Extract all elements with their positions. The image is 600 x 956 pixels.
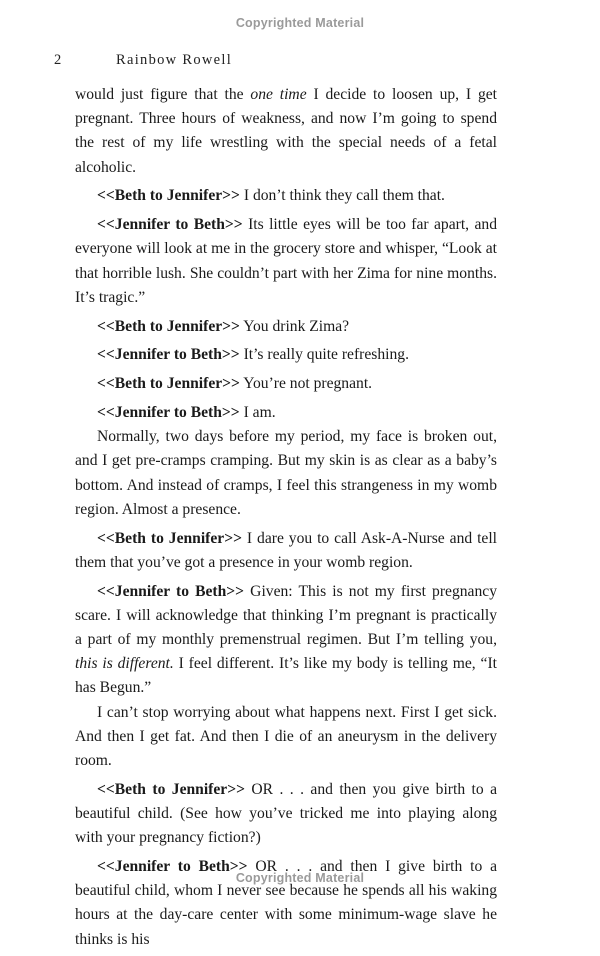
text-run: I decide to loosen up, I get pregnant. Three hours of weakness, and now I’m going to spend the rest of my life wrestling with the special needs of a fetal alcoholic. [75, 86, 497, 176]
paragraph-5 [75, 343, 497, 367]
paragraph-10 [75, 580, 497, 701]
emphasis: this is different. [75, 655, 174, 673]
text-run: OR . . . and then I give birth to a beautiful child, whom I never see because he spends all his waking hours at the day-care center with some minimum-wage slave he thinks is his [75, 858, 497, 948]
paragraph-3 [75, 213, 497, 310]
text-run: OR . . . and then you give birth to a beautiful child. (See how you’ve tricked me into playing along with your pregnancy fiction?) [75, 780, 497, 847]
copyright-watermark-bottom: Copyrighted Material [235, 871, 365, 885]
paragraph-11 [75, 701, 497, 774]
text-run: I am. [239, 404, 276, 421]
paragraph-7 [75, 401, 497, 425]
speaker-tag: <<Beth to Jennifer>> [97, 187, 240, 205]
copyright-watermark-top: Copyrighted Material [235, 16, 365, 30]
paragraph-12 [75, 778, 497, 851]
text-run: Normally, two days before my period, my face is broken out, and I get pre-cramps cramping. But my skin is as clear as a baby’s bottom. And instead of cramps, I feel this strangeness in my womb region. Almost a presence. [75, 428, 497, 518]
text-run: It’s really quite refreshing. [239, 346, 409, 364]
paragraph-8 [75, 425, 497, 522]
speaker-tag: <<Jennifer to Beth>> [97, 346, 240, 364]
paragraph-9 [75, 527, 497, 575]
author-name: Rainbow Rowell [116, 52, 233, 68]
text-run: Given: This is not my first pregnancy scare. I will acknowledge that thinking I’m pregnant is practically a part of my monthly premenstrual regimen. But I’m telling you, [75, 582, 497, 649]
paragraph-6 [75, 372, 497, 396]
speaker-tag: <<Beth to Jennifer>> [97, 529, 242, 547]
text-run: Its little eyes will be too far apart, and everyone will look at me in the grocery store and whisper, “Look at that horrible lush. She couldn’t part with her Zima for nine months. It’s tragic.” [75, 216, 497, 306]
text-run: You’re not pregnant. [239, 375, 373, 393]
speaker-tag: <<Jennifer to Beth>> [97, 858, 248, 876]
speaker-tag: <<Beth to Jennifer>> [97, 375, 240, 393]
text-run: I feel different. It’s like my body is telling me, “It has Begun.” [75, 655, 497, 697]
text-run: would just figure that the [75, 86, 251, 103]
speaker-tag: <<Beth to Jennifer>> [97, 317, 240, 335]
speaker-tag: <<Jennifer to Beth>> [97, 216, 243, 234]
text-run: I don’t think they call them that. [239, 187, 445, 205]
speaker-tag: <<Jennifer to Beth>> [97, 582, 245, 600]
speaker-tag: <<Beth to Jennifer>> [97, 780, 245, 798]
text-run: You drink Zima? [239, 317, 350, 335]
text-run: I can’t stop worrying about what happens next. First I get sick. And then I get fat. And then I die of an aneurysm in the delivery room. [75, 703, 497, 770]
running-head [54, 52, 494, 69]
page-number: 2 [54, 52, 63, 68]
emphasis: one time [250, 86, 307, 103]
body-text [75, 83, 497, 956]
paragraph-2 [75, 184, 497, 208]
text-run: I dare you to call Ask-A-Nurse and tell them that you’ve got a presence in your womb region. [75, 529, 498, 571]
paragraph-4 [75, 315, 497, 339]
speaker-tag: <<Jennifer to Beth>> [97, 404, 240, 421]
paragraph-1 [75, 83, 497, 180]
paragraph-13 [75, 855, 497, 952]
